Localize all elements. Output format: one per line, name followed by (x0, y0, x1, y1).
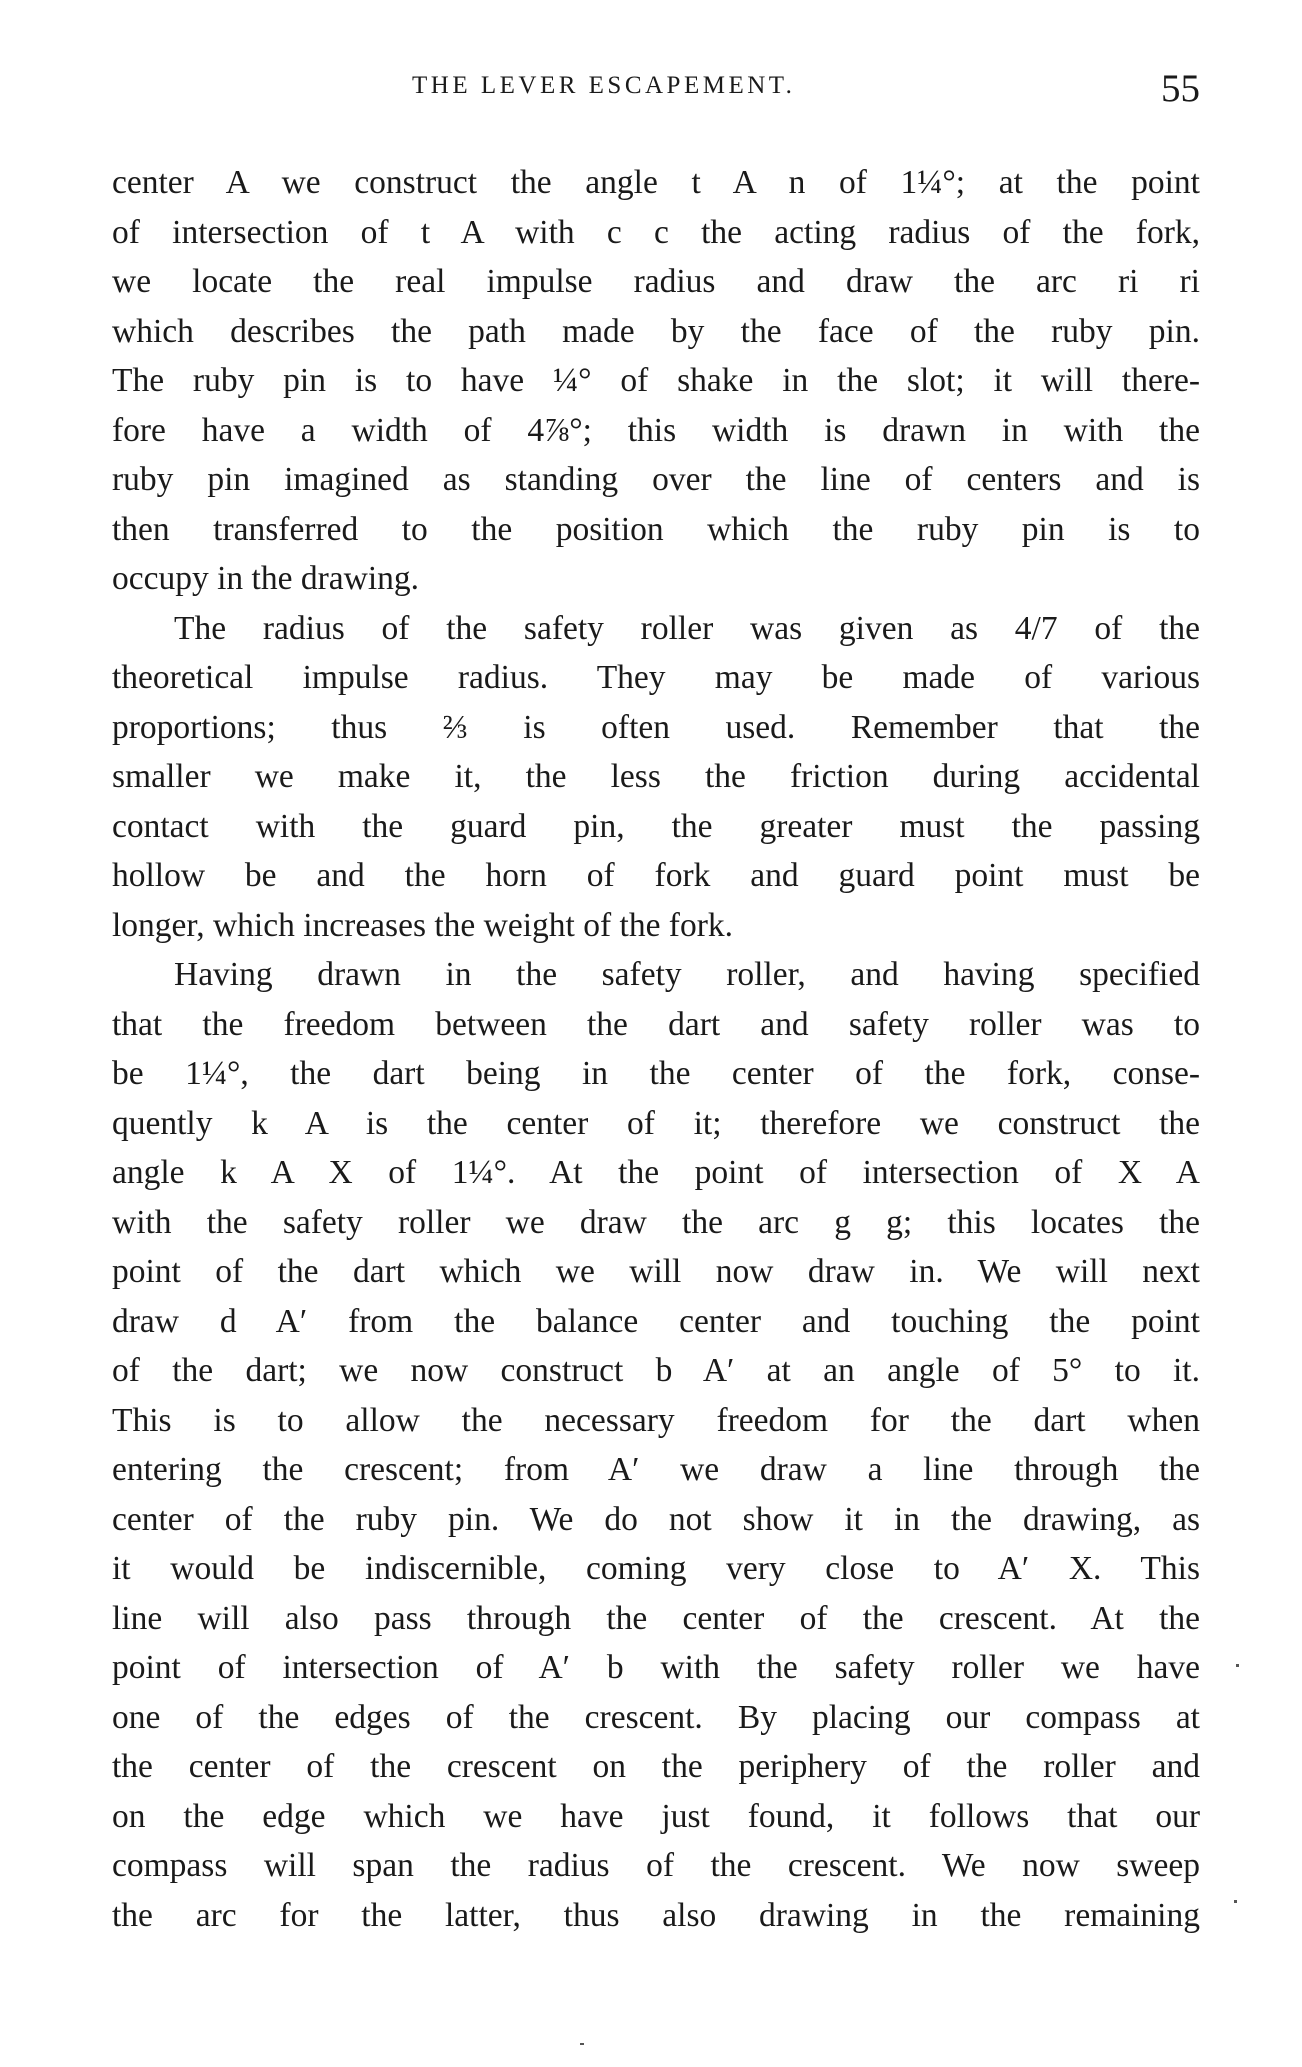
text-line: it would be indiscernible, coming very close to A′ X. This (112, 1550, 1200, 1587)
text-line: center of the ruby pin. We do not show it in the drawing, as (112, 1500, 1200, 1538)
text-line: compass will span the radius of the crescent. We now sweep (112, 1847, 1200, 1884)
text-line: smaller we make it, the less the friction during accidental (112, 758, 1200, 795)
running-head (112, 66, 1200, 122)
text-line: Having drawn in the safety roller, and having specified (174, 956, 1200, 993)
text-line: The ruby pin is to have ¼° of shake in the slot; it will there- (112, 362, 1200, 399)
text-line: entering the crescent; from A′ we draw a line through the (112, 1451, 1200, 1488)
text-line: The radius of the safety roller was given as 4/7 of the (174, 609, 1200, 647)
scan-speck (1236, 1664, 1239, 1667)
text-line: proportions; thus ⅔ is often used. Remember that the (112, 708, 1200, 746)
text-line: point of the dart which we will now draw in. We will next (112, 1253, 1200, 1290)
text-line: we locate the real impulse radius and draw the arc ri ri (112, 263, 1200, 300)
scan-speck (1234, 1900, 1237, 1903)
text-line: on the edge which we have just found, it follows that our (112, 1797, 1200, 1835)
running-title: THE LEVER ESCAPEMENT. (412, 72, 796, 99)
text-line: This is to allow the necessary freedom for the dart when (112, 1401, 1200, 1439)
text-line: with the safety roller we draw the arc g g; this locates the (112, 1203, 1200, 1241)
text-line: longer, which increases the weight of the fork. (112, 906, 733, 944)
text-line: line will also pass through the center of the crescent. At the (112, 1599, 1200, 1637)
text-line: occupy in the drawing. (112, 560, 419, 597)
text-line: of intersection of t A with c c the acting radius of the fork, (112, 213, 1200, 251)
text-line: contact with the guard pin, the greater must the passing (112, 807, 1200, 845)
scan-speck (580, 2043, 584, 2045)
text-line: that the freedom between the dart and safety roller was to (112, 1005, 1200, 1043)
text-line: which describes the path made by the face of the ruby pin. (112, 312, 1200, 350)
text-line: center A we construct the angle t A n of 1¼°; at the point (112, 164, 1200, 201)
text-line: then transferred to the position which the ruby pin is to (112, 510, 1200, 548)
text-line: theoretical impulse radius. They may be made of various (112, 659, 1200, 696)
text-line: be 1¼°, the dart being in the center of the fork, conse- (112, 1055, 1200, 1092)
text-line: ruby pin imagined as standing over the line of centers and is (112, 461, 1200, 498)
text-line: the arc for the latter, thus also drawing in the remaining (112, 1896, 1200, 1934)
text-line: angle k A X of 1¼°. At the point of intersection of X A (112, 1154, 1200, 1191)
text-line: draw d A′ from the balance center and touching the point (112, 1302, 1200, 1340)
text-line: point of intersection of A′ b with the safety roller we have (112, 1649, 1200, 1686)
text-line: of the dart; we now construct b A′ at an angle of 5° to it. (112, 1352, 1200, 1389)
text-line: quently k A is the center of it; therefore we construct the (112, 1104, 1200, 1142)
text-line: the center of the crescent on the periphery of the roller and (112, 1748, 1200, 1785)
text-line: hollow be and the horn of fork and guard point must be (112, 857, 1200, 894)
body-text (112, 158, 1200, 1940)
page-number: 55 (1161, 67, 1200, 110)
text-line: fore have a width of 4⅞°; this width is drawn in with the (112, 411, 1200, 449)
text-line: one of the edges of the crescent. By placing our compass at (112, 1698, 1200, 1736)
